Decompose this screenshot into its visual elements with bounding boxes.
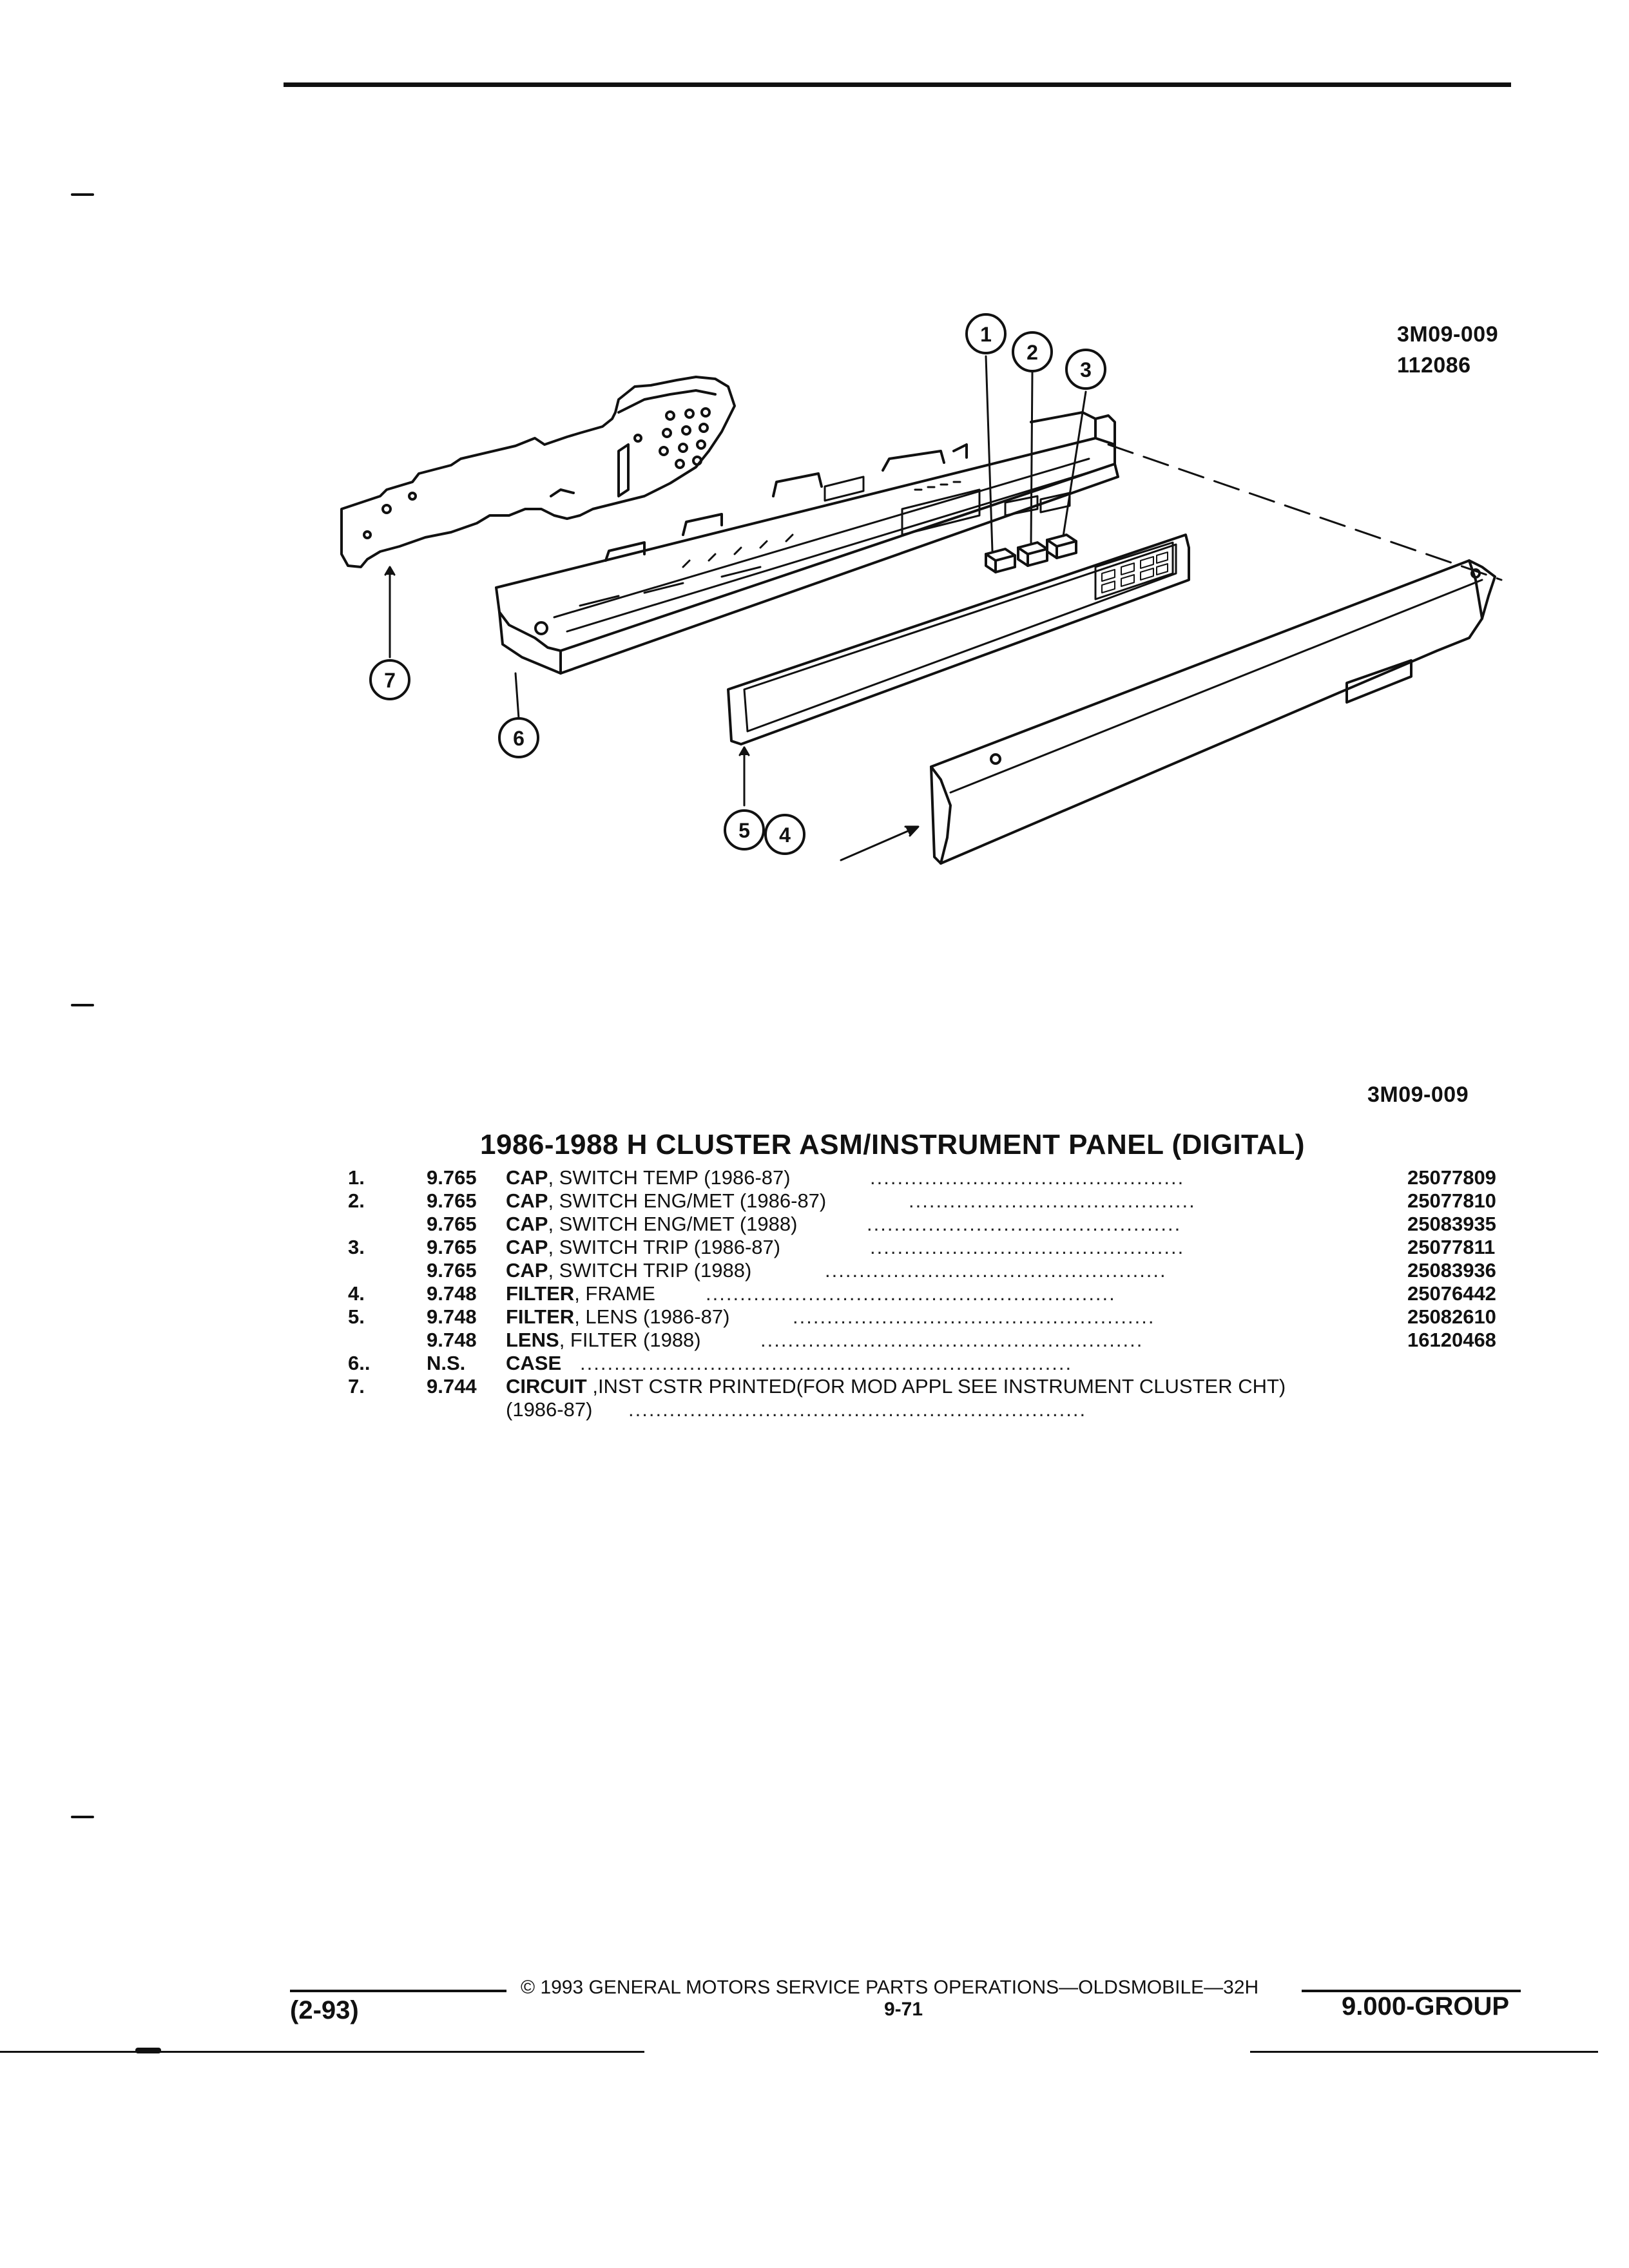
footer-copyright: © 1993 GENERAL MOTORS SERVICE PARTS OPERATIONS—OLDSMOBILE—32H [521, 1977, 1259, 1998]
parts-row: 9.765 CAP, SWITCH ENG/MET (1988) .............................................. 25083935 [427, 1213, 1496, 1235]
ref-code-top: 3M09-009 [1397, 322, 1499, 347]
callout-label: 3 [1080, 358, 1092, 381]
parts-row: 6.. N.S. CASE ........................................................................ [348, 1352, 1073, 1374]
margin-mark [71, 1816, 94, 1818]
bottom-rule-right [1250, 2051, 1598, 2053]
callout-label: 4 [779, 823, 791, 847]
parts-row: 3. 9.765 CAP, SWITCH TRIP (1986-87) .............................................. 25077811 [348, 1236, 1496, 1258]
callout-label: 5 [738, 819, 750, 842]
footer-date-code: (2-93) [290, 1996, 359, 2024]
bottom-rule-left [0, 2051, 644, 2053]
parts-row: 9.765 CAP, SWITCH TRIP (1988) .................................................. 25083936 [427, 1259, 1496, 1282]
parts-row: 2. 9.765 CAP, SWITCH ENG/MET (1986-87) .......................................... 25077810 [348, 1189, 1496, 1212]
parts-row: 1. 9.765 CAP, SWITCH TEMP (1986-87) .............................................. 25077809 [348, 1166, 1496, 1189]
footer-group: 9.000-GROUP [1342, 1992, 1510, 2021]
margin-mark [71, 1004, 94, 1006]
leader-lines [385, 356, 1086, 860]
bottom-mark [135, 2048, 161, 2053]
parts-row: 4. 9.748 FILTER, FRAME ............................................................ 25076442 [348, 1282, 1496, 1305]
lens-filter-part [728, 535, 1189, 744]
filter-frame-part [931, 561, 1495, 863]
circuit-board-part [342, 377, 735, 567]
callout-label: 7 [384, 669, 396, 692]
parts-row: 9.748 LENS, FILTER (1988) ........................................................ 16120468 [427, 1329, 1496, 1351]
footer-page-number: 9-71 [884, 1999, 923, 2020]
parts-row: 5. 9.748 FILTER, LENS (1986-87) ..................................................... 25082610 [348, 1305, 1496, 1328]
footer-rule-left [290, 1990, 506, 1992]
exploded-parts-diagram [0, 0, 1629, 941]
ref-code-bottom: 3M09-009 [1367, 1082, 1469, 1107]
case-part [496, 412, 1118, 673]
callout-label: 6 [513, 727, 525, 750]
callout-label: 1 [980, 323, 992, 346]
parts-list-title: 1986-1988 H CLUSTER ASM/INSTRUMENT PANEL (DIGITAL) [480, 1129, 1305, 1160]
parts-row: (1986-87) ................................................................... [506, 1398, 1087, 1421]
callout-label: 2 [1027, 341, 1038, 364]
parts-row: 7. 9.744 CIRCUIT ,INST CSTR PRINTED(FOR MOD APPL SEE INSTRUMENT CLUSTER CHT) [348, 1375, 1286, 1398]
ref-number: 112086 [1397, 353, 1471, 378]
